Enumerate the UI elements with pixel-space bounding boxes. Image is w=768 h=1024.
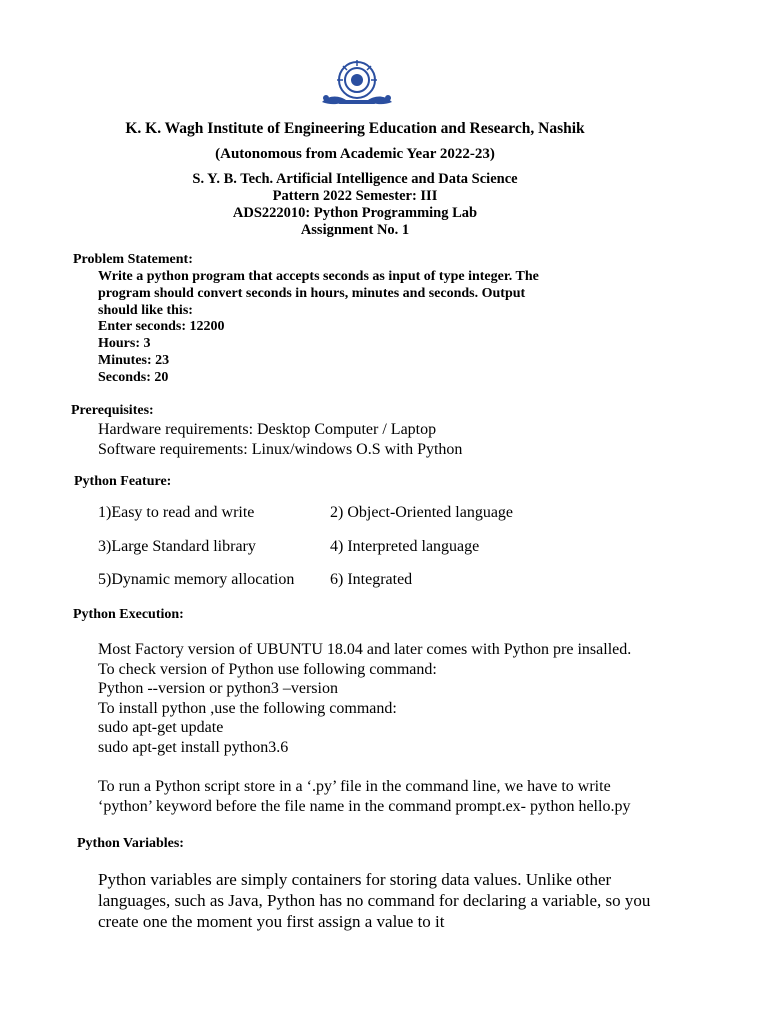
feature-item: 3)Large Standard library — [98, 538, 256, 555]
feature-item: 4) Interpreted language — [330, 538, 480, 555]
variables-line: create one the moment you first assign a value to it — [98, 912, 445, 931]
autonomy-note: (Autonomous from Academic Year 2022-23) — [215, 146, 495, 162]
execution-run-line: To run a Python script store in a ‘.py’ file in the command line, we have to write — [98, 778, 611, 795]
problem-line: should like this: — [98, 302, 193, 318]
assignment-line: Assignment No. 1 — [300, 222, 410, 238]
execution-text — [98, 640, 631, 757]
problem-line: Enter seconds: 12200 — [98, 319, 225, 335]
execution-line: To check version of Python use following command: — [98, 660, 437, 678]
institute-emblem-icon — [316, 56, 398, 112]
execution-run-line: ‘python’ keyword before the file name in the command prompt.ex- python hello.py — [98, 797, 631, 815]
hardware-requirements: Hardware requirements: Desktop Computer / Laptop — [98, 421, 437, 438]
course-details — [0, 171, 710, 239]
feature-item: 1)Easy to read and write — [98, 504, 255, 521]
institute-name: K. K. Wagh Institute of Engineering Education and Research, Nashik — [125, 120, 585, 137]
execution-run-text — [98, 777, 630, 816]
prerequisites-text — [98, 420, 462, 459]
feature-item: 5)Dynamic memory allocation — [98, 571, 295, 588]
execution-line: Most Factory version of UBUNTU 18.04 and later comes with Python pre insalled. — [98, 641, 632, 658]
problem-line: Hours: 3 — [98, 336, 151, 352]
variables-heading: Python Variables: — [77, 836, 184, 851]
software-requirements: Software requirements: Linux/windows O.S with Python — [98, 440, 463, 458]
execution-line: sudo apt-get install python3.6 — [98, 738, 289, 756]
execution-line: To install python ,use the following command: — [98, 699, 397, 717]
problem-line: Write a python program that accepts seconds as input of type integer. The — [98, 269, 539, 284]
problem-heading: Problem Statement: — [73, 252, 193, 267]
problem-line: Seconds: 20 — [98, 369, 169, 385]
problem-line: Minutes: 23 — [98, 352, 170, 368]
program-line: S. Y. B. Tech. Artificial Intelligence and Data Science — [192, 171, 518, 187]
prerequisites-heading: Prerequisites: — [71, 403, 154, 418]
features-heading: Python Feature: — [74, 474, 172, 489]
course-line: ADS222010: Python Programming Lab — [232, 205, 478, 221]
problem-line: program should convert seconds in hours, minutes and seconds. Output — [98, 285, 526, 301]
execution-line: Python --version or python3 –version — [98, 680, 338, 697]
problem-text — [98, 269, 539, 387]
feature-item: 6) Integrated — [330, 571, 413, 588]
variables-line: languages, such as Java, Python has no command for declaring a variable, so you — [98, 891, 651, 910]
feature-item: 2) Object-Oriented language — [330, 504, 514, 521]
variables-text — [98, 869, 738, 932]
execution-heading: Python Execution: — [73, 607, 184, 622]
variables-line: Python variables are simply containers for storing data values. Unlike other — [98, 870, 612, 889]
execution-line: sudo apt-get update — [98, 719, 224, 736]
pattern-line: Pattern 2022 Semester: III — [272, 188, 438, 204]
